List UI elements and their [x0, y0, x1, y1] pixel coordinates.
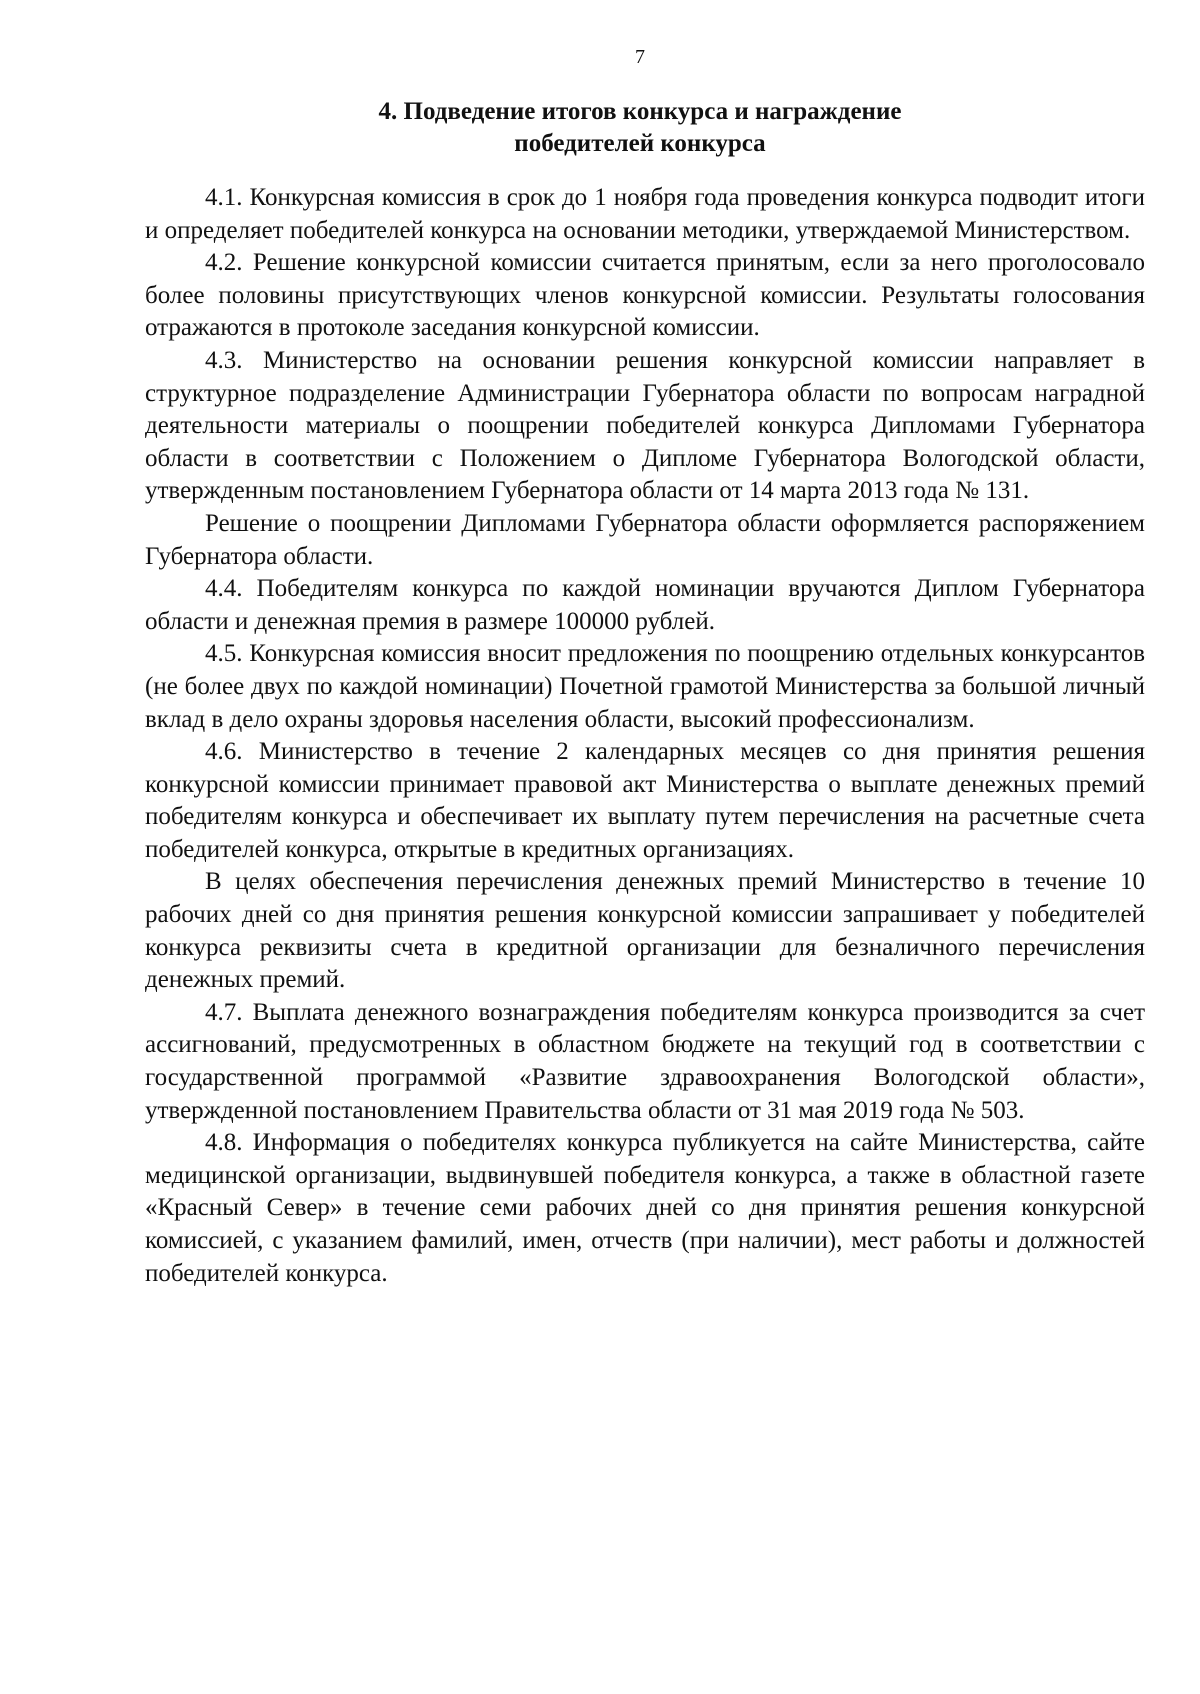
paragraph-4-1: 4.1. Конкурсная комиссия в срок до 1 ноября года проведения конкурса подводит итоги и определяет победителей конкурса на основании методики, утверждаемой Министерством. — [145, 184, 1145, 244]
paragraph-4-8: 4.8. Информация о победителях конкурса публикуется на сайте Министерства, сайте медицинской организации, выдвинувшей победителя конкурса, а также в областной газете «Красный Север» в течение семи рабочих дней со дня принятия решения конкурсной комиссией, с указанием фамилий, имен, отчеств (при наличии), мест работы и должностей победителей конкурса. — [145, 1129, 1145, 1287]
paragraph-4-3-continued: Решение о поощрении Дипломами Губернатора области оформляется распоряжением Губернатора области. — [145, 509, 1145, 570]
paragraph-4-3: 4.3. Министерство на основании решения конкурсной комиссии направляет в структурное подразделение Администрации Губернатора области по вопросам наградной деятельности материалы о поощрении победителей конкурса Дипломами Губернатора области в соответствии с Положением о Дипломе Губернатора Вологодской области, утвержденным постановлением Губернатора области от 14 марта 2013 года № 131. — [145, 346, 1145, 505]
section-title-line-1: 4. Подведение итогов конкурса и награждение — [378, 98, 902, 125]
paragraph-4-5: 4.5. Конкурсная комиссия вносит предложения по поощрению отдельных конкурсантов (не более двух по каждой номинации) Почетной грамотой Министерства за большой личный вклад в дело охраны здоровья населения области, высокий профессионализм. — [145, 640, 1145, 733]
document-body — [145, 182, 1145, 1290]
paragraph-4-7: 4.7. Выплата денежного вознаграждения победителям конкурса производится за счет ассигнований, предусмотренных в областном бюджете на текущий год в соответствии с государственной программой «Развитие здравоохранения Вологодской области», утвержденной постановлением Правительства области от 31 мая 2019 года № 503. — [145, 998, 1145, 1124]
page-number: 7 — [635, 46, 645, 68]
paragraph-4-6-continued: В целях обеспечения перечисления денежных премий Министерство в течение 10 рабочих дней со дня принятия решения конкурсной комиссии запрашивает у победителей конкурса реквизиты счета в кредитной организации для безналичного перечисления денежных премий. — [145, 868, 1145, 994]
paragraph-4-6: 4.6. Министерство в течение 2 календарных месяцев со дня принятия решения конкурсной комиссии принимает правовой акт Министерства о выплате денежных премий победителям конкурса и обеспечивает их выплату путем перечисления на расчетные счета победителей конкурса, открытые в кредитных организациях. — [145, 738, 1145, 863]
paragraph-4-4: 4.4. Победителям конкурса по каждой номинации вручаются Диплом Губернатора области и денежная премия в размере 100000 рублей. — [145, 575, 1145, 635]
section-title-line-2: победителей конкурса — [514, 130, 766, 157]
section-title — [200, 96, 1080, 160]
paragraph-4-2: 4.2. Решение конкурсной комиссии считается принятым, если за него проголосовало более половины присутствующих членов конкурсной комиссии. Результаты голосования отражаются в протоколе заседания конкурсной комиссии. — [145, 249, 1145, 342]
